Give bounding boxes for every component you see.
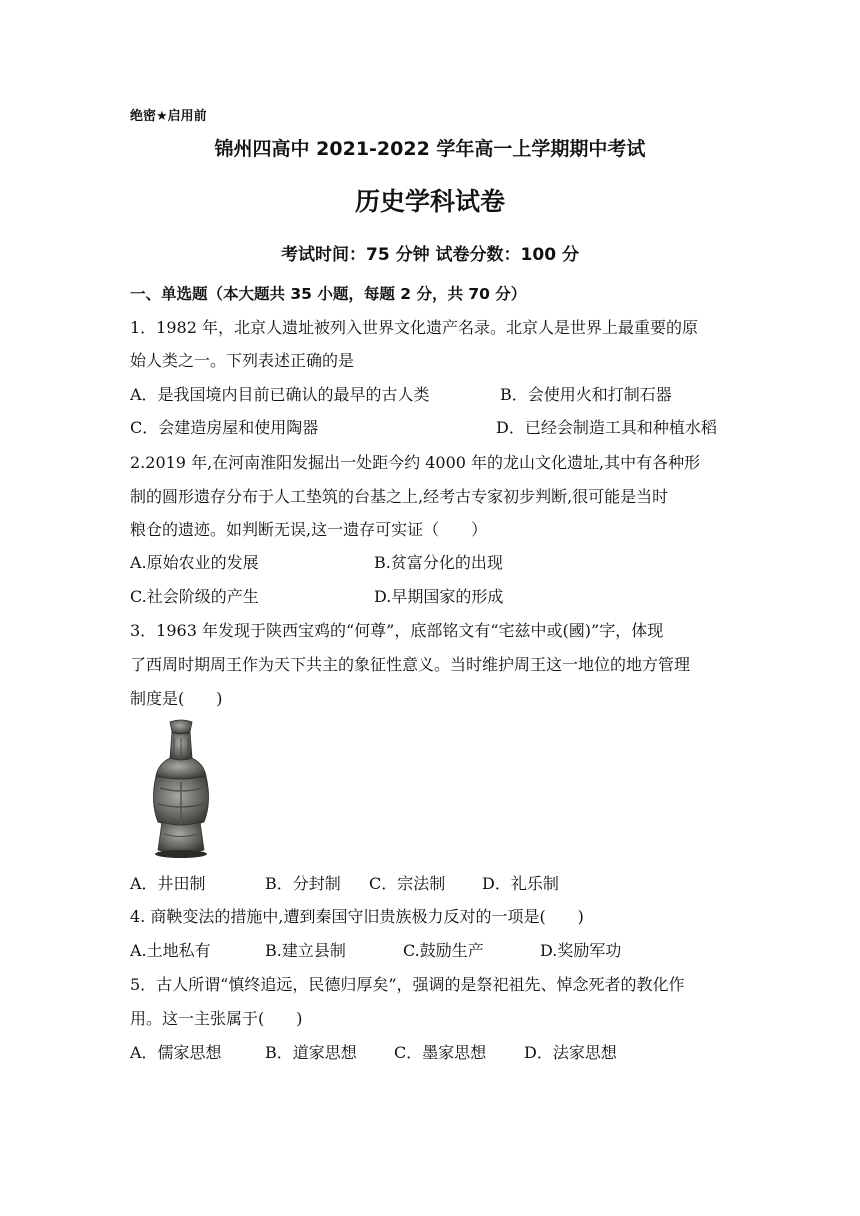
question-1-option-a: A．是我国境内目前已确认的最早的古人类	[130, 385, 430, 404]
question-5-line-1: 5．古人所谓“慎终追远，民德归厚矣”，强调的是祭祀祖先、悼念死者的教化作	[130, 975, 685, 994]
question-2-option-a: A.原始农业的发展	[130, 553, 259, 572]
question-4-option-c: C.鼓励生产	[403, 941, 484, 960]
question-2-line-1: 2.2019 年,在河南淮阳发掘出一处距今约 4000 年的龙山文化遗址,其中有各种形	[130, 453, 701, 472]
question-1-line-1: 1．1982 年，北京人遗址被列入世界文化遗产名录。北京人是世界上最重要的原	[130, 318, 698, 337]
confidential-label: 绝密★启用前	[130, 109, 207, 124]
question-5-option-b: B．道家思想	[265, 1043, 357, 1062]
school-exam-title: 锦州四高中 2021-2022 学年高一上学期期中考试	[214, 138, 646, 160]
question-3-line-2: 了西周时期周王作为天下共主的象征性意义。当时维护周王这一地位的地方管理	[130, 655, 691, 674]
exam-info: 考试时间：75 分钟 试卷分数：100 分	[281, 245, 579, 265]
question-3-line-1: 3．1963 年发现于陕西宝鸡的“何尊”，底部铭文有“宅兹中或(國)”字，体现	[130, 621, 664, 640]
question-2-option-c: C.社会阶级的产生	[130, 587, 259, 606]
question-1-option-d: D．已经会制造工具和种植水稻	[496, 418, 717, 437]
question-4-option-d: D.奖励军功	[540, 941, 622, 960]
question-5-option-c: C．墨家思想	[394, 1043, 487, 1062]
question-1-option-b: B．会使用火和打制石器	[500, 385, 672, 404]
question-5-option-d: D．法家思想	[524, 1043, 617, 1062]
question-2-option-d: D.早期国家的形成	[374, 587, 504, 606]
question-3-option-a: A．井田制	[130, 874, 206, 893]
question-2-option-b: B.贫富分化的出现	[374, 553, 503, 572]
question-4-option-a: A.土地私有	[130, 941, 211, 960]
question-1-line-2: 始人类之一。下列表述正确的是	[130, 351, 355, 370]
question-5-line-2: 用。这一主张属于( )	[130, 1009, 303, 1028]
question-2-line-3: 粮仓的遗迹。如判断无误,这一遗存可实证（ ）	[130, 520, 488, 539]
question-2-line-2: 制的圆形遗存分布于人工垫筑的台基之上,经考古专家初步判断,很可能是当时	[130, 487, 669, 506]
section-title: 一、单选题（本大题共 35 小题，每题 2 分，共 70 分）	[130, 285, 527, 303]
question-3-line-3: 制度是( )	[130, 689, 223, 708]
question-3-option-c: C．宗法制	[369, 874, 446, 893]
question-3-option-d: D．礼乐制	[482, 874, 559, 893]
question-4-line-1: 4. 商鞅变法的措施中,遭到秦国守旧贵族极力反对的一项是( )	[130, 907, 584, 926]
he-zun-vessel-image	[148, 718, 214, 862]
subject-title: 历史学科试卷	[354, 187, 505, 216]
question-5-option-a: A．儒家思想	[130, 1043, 222, 1062]
question-3-option-b: B．分封制	[265, 874, 341, 893]
question-1-option-c: C．会建造房屋和使用陶器	[130, 418, 319, 437]
question-4-option-b: B.建立县制	[265, 941, 346, 960]
